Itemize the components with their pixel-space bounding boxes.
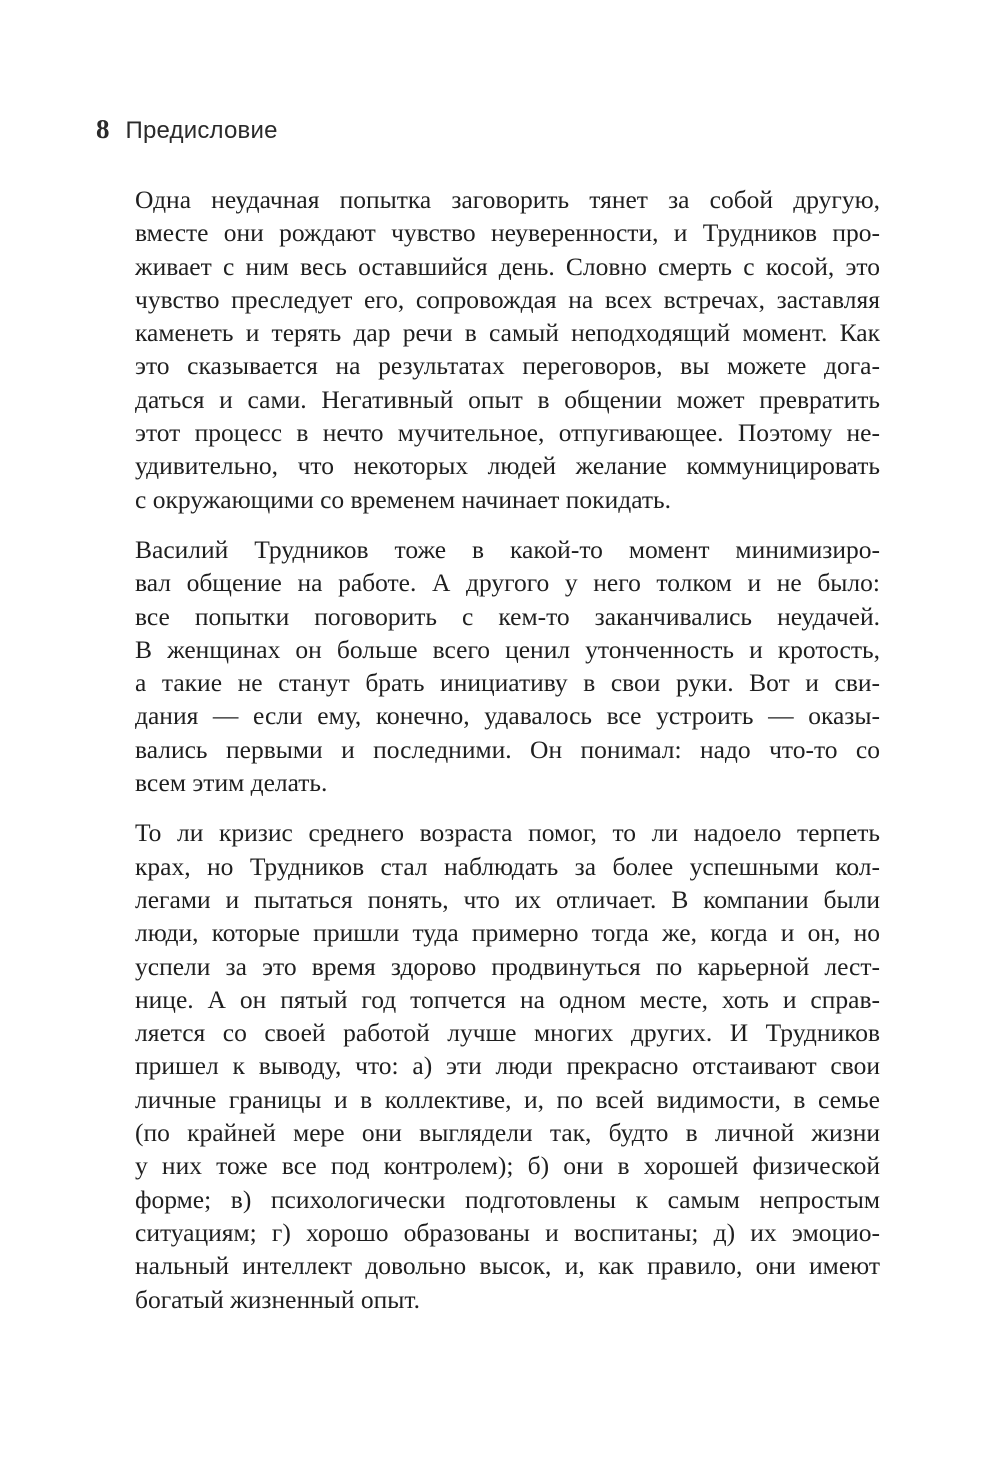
- text-line: В женщинах он больше всего ценил утонченность и кротость,: [135, 634, 880, 664]
- text-line: этот процесс в нечто мучительное, отпугивающее. Поэтому не-: [135, 418, 880, 448]
- text-line: богатый жизненный опыт.: [135, 1284, 421, 1314]
- text-line: легами и пытаться понять, что их отличает. В компании были: [135, 884, 880, 914]
- text-line: чувство преследует его, сопровождая на всех встречах, заставляя: [135, 284, 880, 314]
- text-line: пришел к выводу, что: а) эти люди прекрасно отстаивают свои: [135, 1051, 880, 1081]
- text-line: это сказывается на результатах переговоров, вы можете дога-: [135, 351, 880, 381]
- text-line: все попытки поговорить с кем-то заканчивались неудачей.: [135, 601, 880, 631]
- text-line: с окружающими со временем начинает покидать.: [135, 484, 671, 514]
- running-head: [96, 114, 278, 145]
- page-number: 8: [96, 114, 110, 144]
- text-line: вались первыми и последними. Он понимал: надо что-то со: [135, 734, 880, 764]
- text-line: Василий Трудников тоже в какой-то момент минимизиро-: [135, 534, 880, 564]
- text-line: а такие не станут брать инициативу в свои руки. Вот и сви-: [135, 668, 880, 698]
- text-line: удивительно, что некоторых людей желание коммуницировать: [135, 451, 880, 481]
- text-line: живает с ним весь оставшийся день. Словно смерть с косой, это: [135, 251, 880, 281]
- text-line: крах, но Трудников стал наблюдать за более успешными кол-: [135, 851, 880, 881]
- text-line: у них тоже все под контролем); б) они в хорошей физической: [135, 1151, 880, 1181]
- paragraph-3: [135, 816, 880, 1315]
- section-title: Предисловие: [125, 117, 278, 144]
- text-line: вал общение на работе. А другого у него толком и не было:: [135, 568, 880, 598]
- text-line: даться и сами. Негативный опыт в общении может превратить: [135, 384, 880, 414]
- paragraph-2: [135, 533, 880, 799]
- text-line: каменеть и терять дар речи в самый неподходящий момент. Как: [135, 318, 880, 348]
- paragraph-1: [135, 183, 880, 516]
- text-line: ляется со своей работой лучше многих других. И Трудников: [135, 1018, 880, 1048]
- body-text: [135, 183, 880, 1333]
- text-line: люди, которые пришли туда примерно тогда же, когда и он, но: [135, 918, 880, 948]
- text-line: вместе они рождают чувство неуверенности, и Трудников про-: [135, 218, 880, 248]
- text-line: нице. А он пятый год топчется на одном месте, хоть и справ-: [135, 984, 880, 1014]
- text-line: успели за это время здорово продвинуться по карьерной лест-: [135, 951, 880, 981]
- text-line: нальный интеллект довольно высок, и, как правило, они имеют: [135, 1251, 880, 1281]
- text-line: форме; в) психологически подготовлены к самым непростым: [135, 1184, 880, 1214]
- text-line: (по крайней мере они выглядели так, будто в личной жизни: [135, 1118, 880, 1148]
- text-line: Одна неудачная попытка заговорить тянет за собой другую,: [135, 185, 880, 214]
- text-line: ситуациям; г) хорошо образованы и воспитаны; д) их эмоцио-: [135, 1217, 880, 1247]
- text-line: То ли кризис среднего возраста помог, то ли надоело терпеть: [135, 818, 880, 848]
- text-line: дания — если ему, конечно, удавалось все устроить — оказы-: [135, 701, 880, 731]
- text-line: личные границы и в коллективе, и, по всей видимости, в семье: [135, 1084, 880, 1114]
- text-line: всем этим делать.: [135, 768, 328, 798]
